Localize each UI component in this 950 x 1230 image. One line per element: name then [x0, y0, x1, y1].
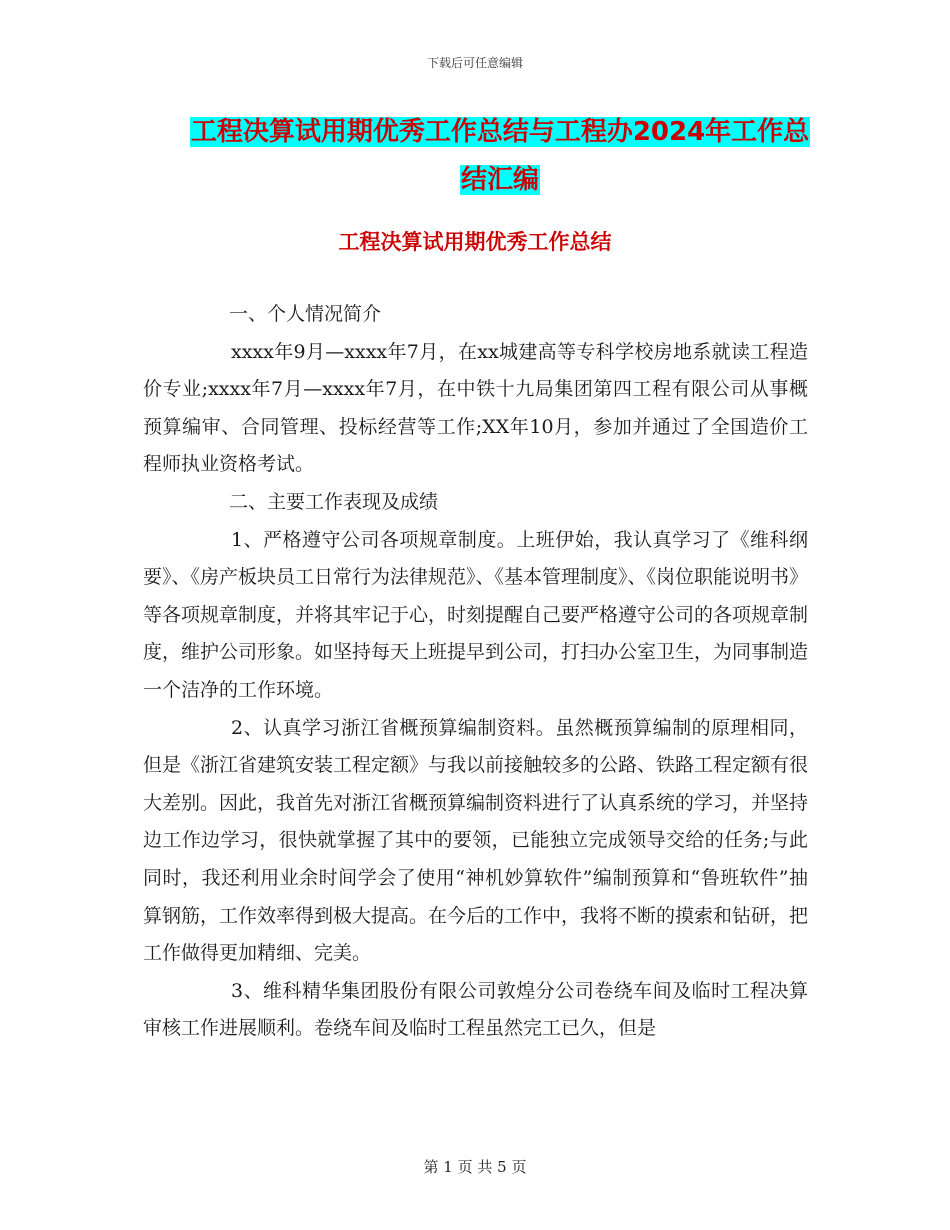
document-body	[143, 296, 808, 1048]
paragraph-item-2: 2、认真学习浙江省概预算编制资料。虽然概预算编制的原理相同，但是《浙江省建筑安装工程定额》与我以前接触较多的公路、铁路工程定额有很大差别。因此，我首先对浙江省概预算编制资料进行了认真系统的学习，并坚持边工作边学习，很快就掌握了其中的要领，已能独立完成领导交给的任务;与此同时，我还利用业余时间学会了使用“神机妙算软件”编制预算和“鲁班软件”抽算钢筋，工作效率得到极大提高。在今后的工作中，我将不断的摸索和钻研，把工作做得更加精细、完美。	[143, 716, 809, 965]
paragraph-item-1: 1、严格遵守公司各项规章制度。上班伊始，我认真学习了《维科纲要》、《房产板块员工日常行为法律规范》、《基本管理制度》、《岗位职能说明书》等各项规章制度，并将其牢记于心，时刻提醒自己要严格遵守公司的各项规章制度，维护公司形象。如坚持每天上班提早到公司，打扫办公室卫生，为同事制造一个洁净的工作环境。	[143, 528, 809, 701]
heading-personal-intro: 一、个人情况简介	[229, 303, 382, 325]
section-title: 工程决算试用期优秀工作总结	[338, 230, 612, 254]
page-footer: 第 1 页 共 5 页	[423, 1158, 527, 1176]
heading-main-work: 二、主要工作表现及成绩	[229, 490, 439, 513]
title-line-2: 结汇编	[460, 165, 539, 195]
title-line-1: 工程决算试用期优秀工作总结与工程办2024年工作总	[190, 117, 810, 147]
paragraph-personal-intro: xxxx年9月—xxxx年7月，在xx城建高等专科学校房地系就读工程造价专业;xxxx年7月—xxxx年7月，在中铁十九局集团第四工程有限公司从事概预算编审、合同管理、投标经营等工作;XX年10月，参加并通过了全国造价工程师执业资格考试。	[143, 340, 808, 476]
paragraph-item-3: 3、维科精华集团股份有限公司敦煌分公司卷绕车间及临时工程决算审核工作进展顺利。卷绕车间及临时工程虽然完工已久，但是	[143, 979, 808, 1040]
page-header: 下载后可任意编辑	[426, 56, 523, 70]
document-title	[140, 108, 860, 204]
